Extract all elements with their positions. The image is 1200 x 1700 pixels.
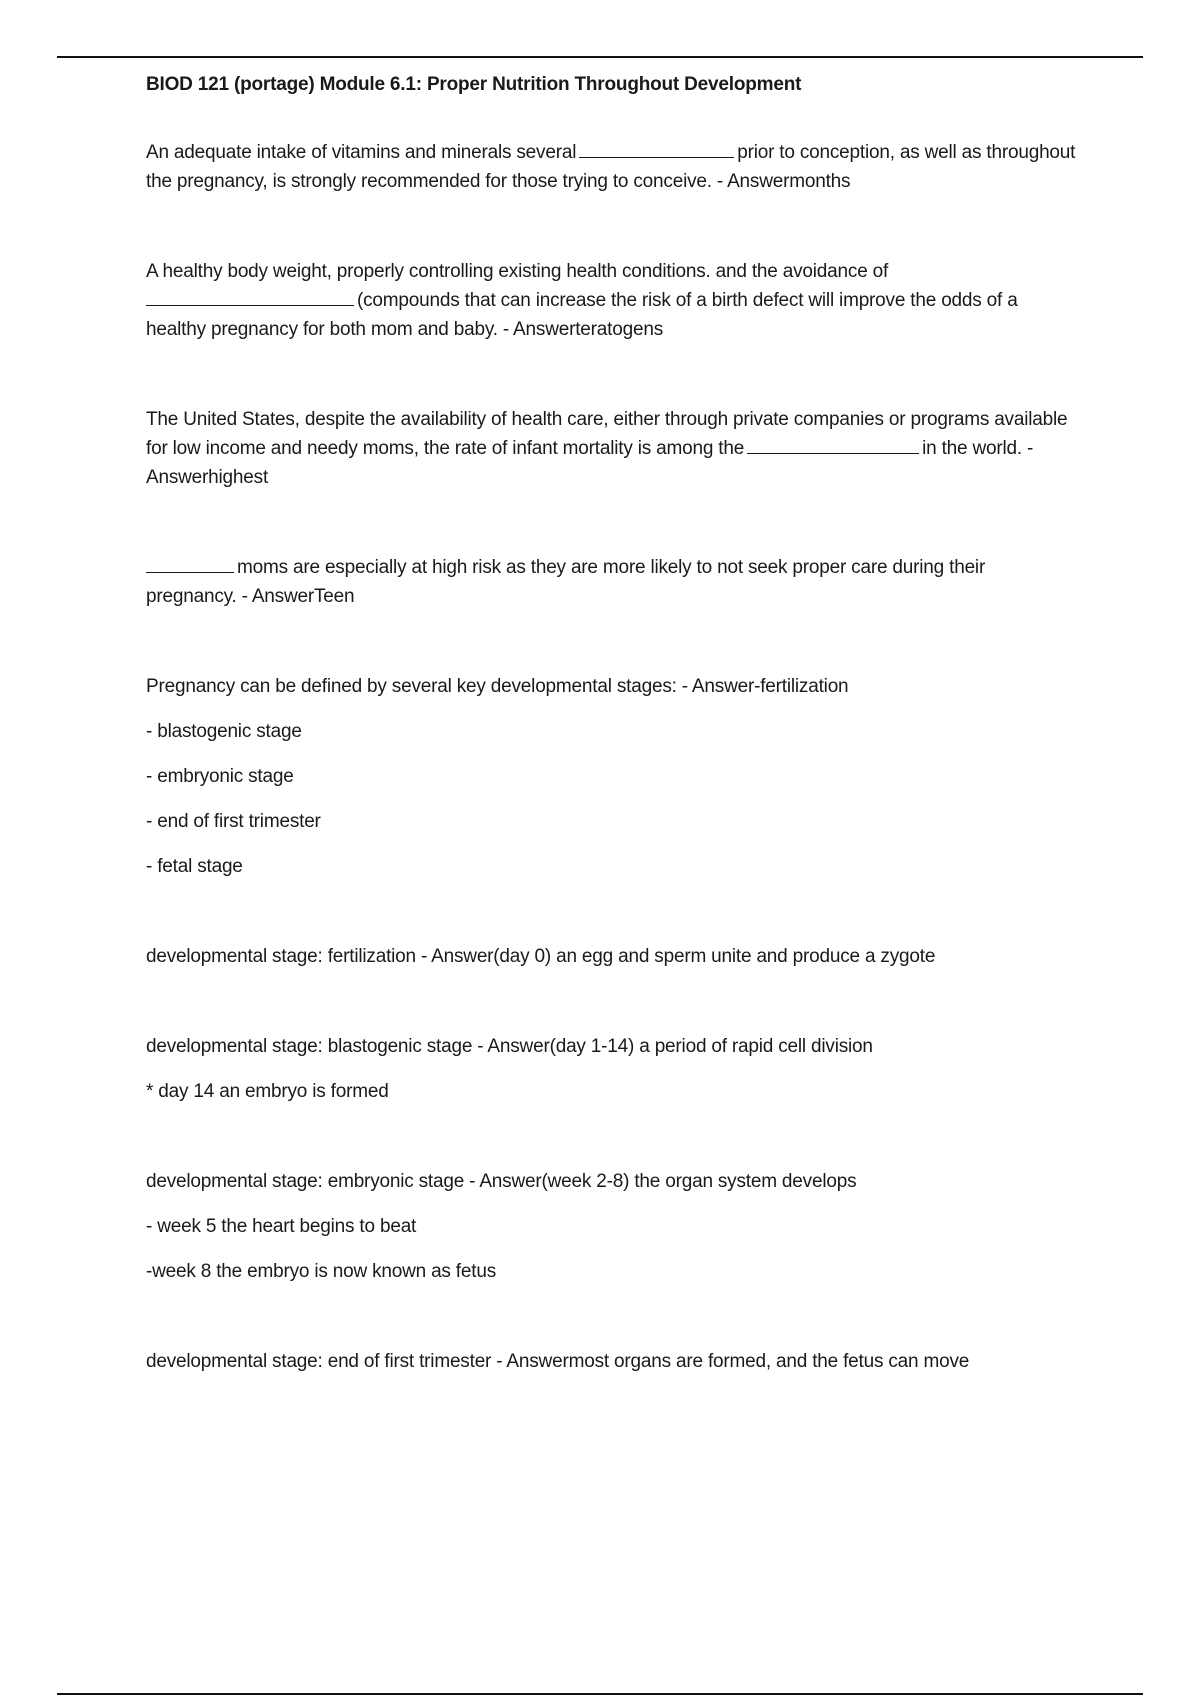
q5-item: - end of first trimester — [146, 811, 321, 832]
q5-item: - fetal stage — [146, 856, 243, 877]
question-5: Pregnancy can be defined by several key developmental stages: - Answer-fertilization — [146, 676, 849, 697]
top-rule — [57, 56, 1143, 58]
question-4 — [146, 553, 1076, 611]
q3-blank — [747, 452, 919, 454]
q4-text-after: moms are especially at high risk as they are more likely to not seek proper care during their pregnancy. - AnswerTeen — [146, 557, 986, 607]
q8-item: - week 5 the heart begins to beat — [146, 1216, 417, 1237]
question-7: developmental stage: blastogenic stage - Answer(day 1-14) a period of rapid cell division — [146, 1036, 873, 1057]
question-9: developmental stage: end of first trimester - Answermost organs are formed, and the fetus can move — [146, 1351, 970, 1372]
question-2 — [146, 257, 1076, 344]
question-8: developmental stage: embryonic stage - Answer(week 2-8) the organ system develops — [146, 1171, 857, 1192]
q3-text-before: The United States, despite the availability of health care, either through private companies or programs available for low income and needy moms, the rate of infant mortality is among the — [146, 409, 1068, 459]
question-3 — [146, 405, 1076, 492]
q2-text-after: (compounds that can increase the risk of a birth defect will improve the odds of a healthy pregnancy for both mom and baby. - Answerteratogens — [146, 290, 1018, 340]
page-title: BIOD 121 (portage) Module 6.1: Proper Nutrition Throughout Development — [146, 74, 802, 95]
q2-line1: A healthy body weight, properly controlling existing health conditions. and the avoidance of — [146, 261, 889, 282]
q4-blank — [146, 571, 234, 573]
q1-blank — [579, 156, 734, 158]
question-1 — [146, 138, 1076, 196]
question-6: developmental stage: fertilization - Answer(day 0) an egg and sperm unite and produce a zygote — [146, 946, 936, 967]
q5-item: - embryonic stage — [146, 766, 294, 787]
document-body — [146, 70, 1076, 1376]
q1-text-before: An adequate intake of vitamins and minerals several — [146, 142, 577, 163]
q2-blank — [146, 304, 354, 306]
q5-item: - blastogenic stage — [146, 721, 302, 742]
q8-item: -week 8 the embryo is now known as fetus — [146, 1261, 497, 1282]
q1-text-after: prior to conception, as well as throughout the pregnancy, is strongly recommended for those trying to conceive. - Answermonths — [146, 142, 1076, 192]
q7-note: * day 14 an embryo is formed — [146, 1081, 389, 1102]
bottom-rule — [57, 1693, 1143, 1695]
q3-text-after: in the world. - Answerhighest — [146, 438, 1034, 488]
